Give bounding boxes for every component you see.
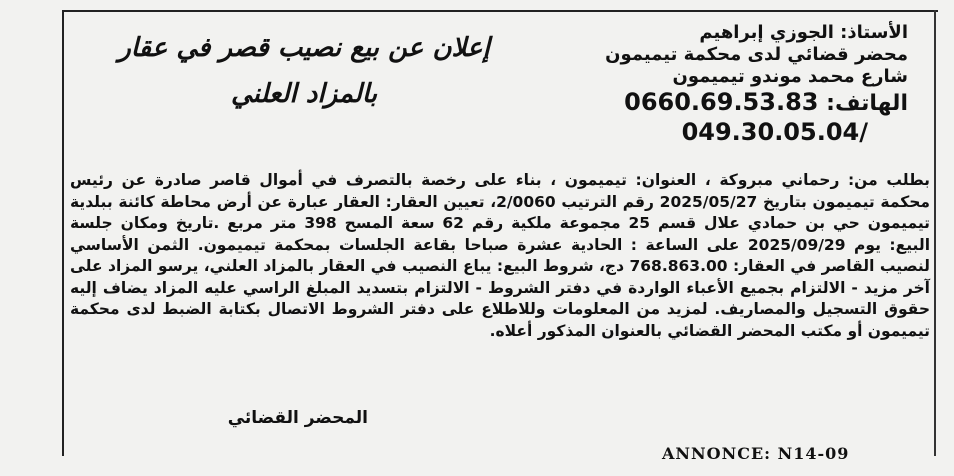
phone-row bbox=[508, 88, 908, 118]
phone-number-1: 0660.69.53.83 bbox=[624, 88, 819, 116]
officer-name: الأستاذ: الجوزي إبراهيم bbox=[699, 22, 908, 43]
title-line-1: إعلان عن بيع نصيب قصر في عقار bbox=[118, 33, 490, 63]
officer-block bbox=[508, 22, 908, 146]
announcement-title bbox=[74, 28, 534, 114]
frame-right-border bbox=[934, 10, 936, 456]
officer-role: محضر قضائي لدى محكمة تيميمون bbox=[605, 44, 908, 65]
announcement-body: بطلب من: رحماني مبروكة ، العنوان: تيميمون ، بناء على رخصة بالتصرف في أموال قاصر صادرة عن رئيس محكمة تيميمون بتاريخ 2025/05/27 رقم الترتيب 2/0060، تعيين العقار: العقار عبارة عن أرض محاطة كائنة ببلدية تيميمون حي بن حمادي علال قسم 25 مجموعة ملكية رقم 62 سعة المسح 398 متر مربع .تاريخ ومكان جلسة البيع: يوم 2025/09/29 على الساعة : الحادية عشرة صباحا بقاعة الجلسات بمحكمة تيميمون. الثمن الأساسي لنصيب القاصر في العقار: 768.863.00 دج، شروط البيع: يباع النصيب في العقار بالمزاد العلني، يرسو المزاد على آخر مزيد - الالتزام بجميع الأعباء الواردة في دفتر الشروط - الالتزام بتسديد المبلغ الراسي عليه المزاد يضاف إليه حقوق التسجيل والمصاريف. لمزيد من المعلومات وللاطلاع على دفتر الشروط الاتصال بكتابة الضبط لدى محكمة تيميمون أو مكتب المحضر القضائي بالعنوان المذكور أعلاه. bbox=[70, 171, 931, 340]
signature: المحضر القضائي bbox=[227, 408, 368, 428]
annonce-number: ANNONCE: N14-09 bbox=[662, 444, 850, 463]
officer-address: شارع محمد موندو تيميمون bbox=[672, 66, 908, 87]
phone-label: الهاتف: bbox=[826, 91, 908, 116]
phone-number-2: 049.30.05.04/ bbox=[681, 118, 868, 146]
title-line-2: بالمزاد العلني bbox=[230, 79, 378, 109]
